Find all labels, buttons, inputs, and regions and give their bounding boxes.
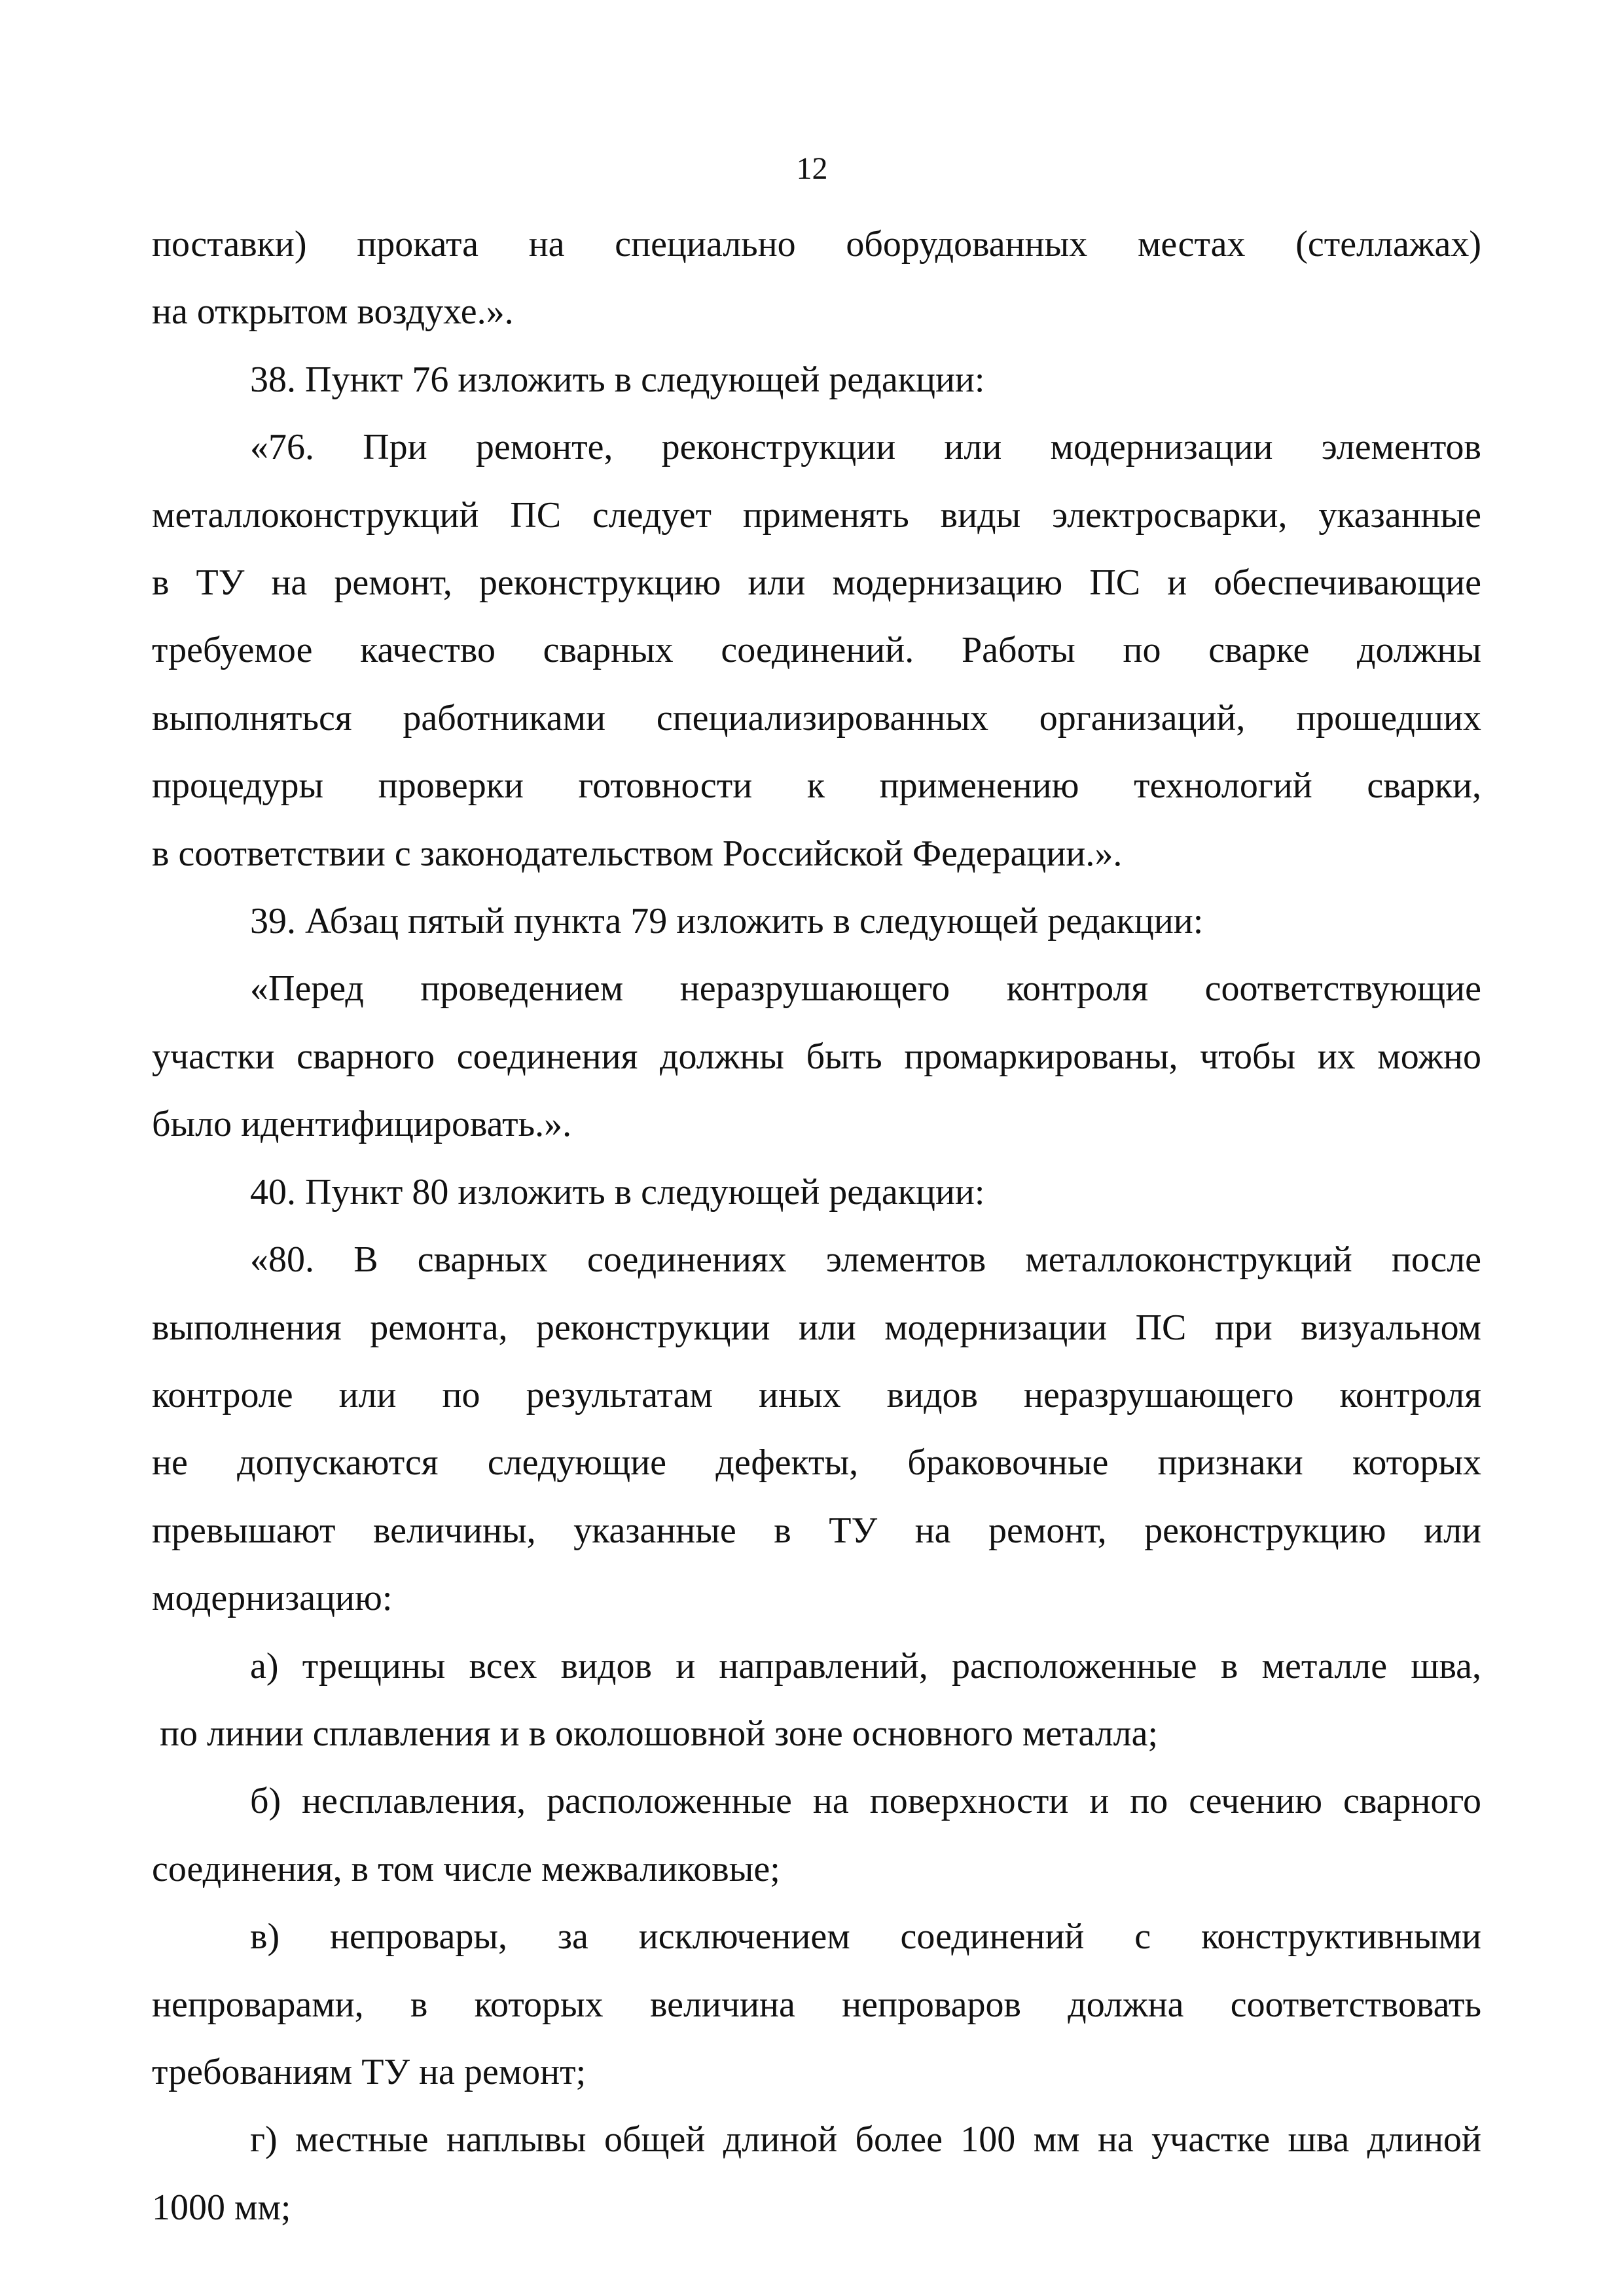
text-line: в) непровары, за исключением соединений с конструктивными: [250, 1916, 1481, 1958]
text-line: в ТУ на ремонт, реконструкцию или модернизацию ПС и обеспечивающие: [152, 562, 1481, 604]
text-line: было идентифицировать.».: [152, 1104, 572, 1145]
text-line: контроле или по результатам иных видов неразрушающего контроля: [152, 1374, 1481, 1415]
text-line: а) трещины всех видов и направлений, расположенные в металле шва,: [250, 1645, 1481, 1686]
text-line: участки сварного соединения должны быть промаркированы, чтобы их можно: [152, 1036, 1481, 1077]
text-line: соединения, в том числе межваликовые;: [152, 1848, 780, 1889]
text-line: требуемое качество сварных соединений. Работы по сварке должны: [152, 630, 1481, 671]
list-item-a: [152, 1633, 1481, 1768]
text-line: на открытом воздухе.».: [152, 291, 514, 333]
text-line: г) местные наплывы общей длиной более 100 мм на участке шва длиной: [250, 2119, 1481, 2160]
text-line: непроварами, в которых величина непроваров должна соответствовать: [152, 1984, 1481, 2025]
text-line: 39. Абзац пятый пункта 79 изложить в следующей редакции:: [250, 901, 1204, 942]
text-line: по линии сплавления и в околошовной зоне основного металла;: [160, 1713, 1159, 1754]
document-body: [152, 211, 1481, 2242]
text-line: превышают величины, указанные в ТУ на ремонт, реконструкцию или: [152, 1510, 1481, 1551]
text-line: б) несплавления, расположенные на поверхности и по сечению сварного: [250, 1781, 1481, 1822]
paragraph-quote-80: [152, 1226, 1481, 1632]
text-line: в соответствии с законодательством Российской Федерации.».: [152, 833, 1123, 874]
text-line: 40. Пункт 80 изложить в следующей редакции:: [250, 1171, 985, 1212]
paragraph-continuation: [152, 211, 1481, 346]
text-line: выполнения ремонта, реконструкции или модернизации ПС при визуальном: [152, 1307, 1481, 1348]
text-line: 1000 мм;: [152, 2187, 291, 2228]
text-line: «Перед проведением неразрушающего контроля соответствующие: [250, 968, 1481, 1010]
text-line: металлоконструкций ПС следует применять виды электросварки, указанные: [152, 494, 1481, 536]
text-line: не допускаются следующие дефекты, браковочные признаки которых: [152, 1442, 1481, 1484]
paragraph-quote-76: [152, 414, 1481, 888]
text-line: «76. При ремонте, реконструкции или модернизации элементов: [250, 427, 1481, 468]
paragraph-quote-79: [152, 955, 1481, 1158]
list-item-g: [152, 2106, 1481, 2242]
text-line: выполняться работниками специализированных организаций, прошедших: [152, 697, 1481, 738]
text-line: поставки) проката на специально оборудованных местах (стеллажах): [152, 224, 1481, 264]
text-line: требованиям ТУ на ремонт;: [152, 2051, 586, 2092]
paragraph-item-40: [152, 1159, 1481, 1226]
text-line: процедуры проверки готовности к применению технологий сварки,: [152, 765, 1481, 807]
text-line: модернизацию:: [152, 1578, 393, 1619]
text-line: 38. Пункт 76 изложить в следующей редакции:: [250, 359, 985, 400]
paragraph-item-39: [152, 888, 1481, 955]
list-item-v: [152, 1903, 1481, 2106]
text-line: «80. В сварных соединениях элементов металлоконструкций после: [250, 1239, 1481, 1281]
list-item-b: [152, 1768, 1481, 1903]
page-number: 12: [796, 151, 828, 186]
paragraph-item-38: [152, 346, 1481, 414]
